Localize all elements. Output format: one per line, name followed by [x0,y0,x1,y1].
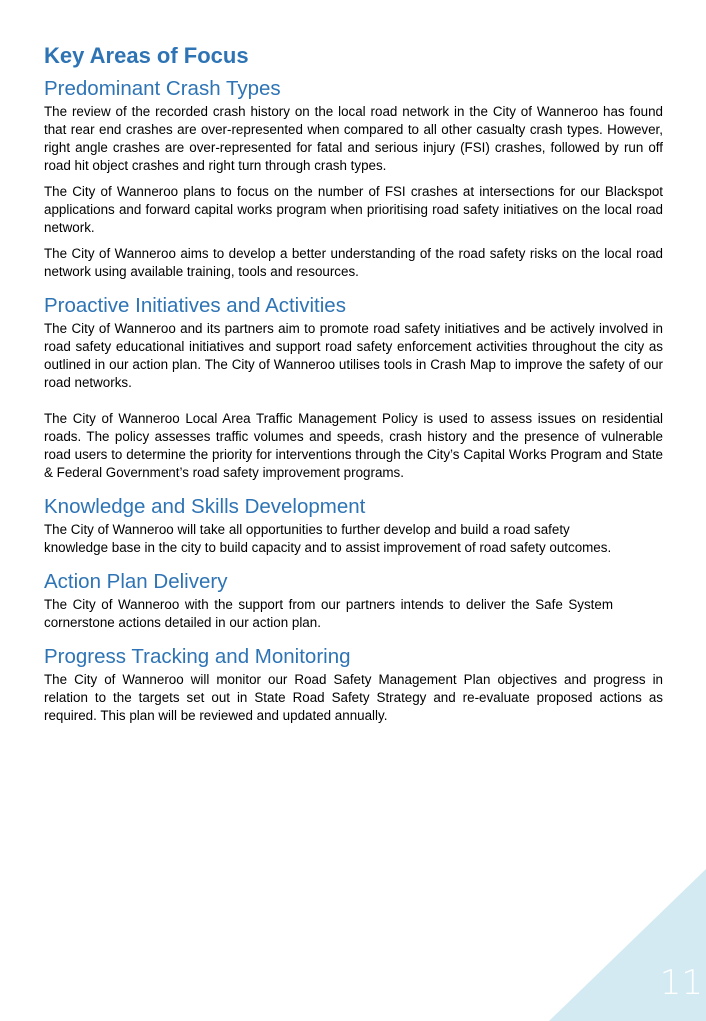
section-action-plan-delivery [44,571,663,632]
section-predominant-crash-types [44,78,663,281]
section-heading: Knowledge and Skills Development [44,495,366,518]
paragraph: The City of Wanneroo with the support from our partners intends to deliver the Safe System cornerstone actions detailed in our action plan. [44,597,613,630]
section-heading: Progress Tracking and Monitoring [44,645,351,668]
paragraph: The City of Wanneroo Local Area Traffic Management Policy is used to assess issues on residential roads. The policy assesses traffic volumes and speeds, crash history and the presence of vulnerable road users to determine the priority for interventions through the City’s Capital Works Program and State & Federal Government’s road safety improvement programs. [44,411,663,480]
section-knowledge-skills [44,496,663,557]
paragraph: The review of the recorded crash history on the local road network in the City of Wanneroo has found that rear end crashes are over-represented when compared to all other casualty crash types. However, right angle crashes are over-represented for fatal and serious injury (FSI) crashes, followed by run off road hit object crashes and right turn through crash types. [44,104,663,173]
page-title: Key Areas of Focus [44,43,249,68]
paragraph: The City of Wanneroo plans to focus on the number of FSI crashes at intersections for our Blackspot applications and forward capital works program when prioritising road safety initiatives on the local road network. [44,184,663,235]
section-proactive-initiatives [44,295,663,482]
paragraph: The City of Wanneroo aims to develop a better understanding of the road safety risks on the local road network using available training, tools and resources. [44,246,663,279]
section-progress-tracking [44,646,663,725]
paragraph: The City of Wanneroo will take all opportunities to further develop and build a road safety knowledge base in the city to build capacity and to assist improvement of road safety outcomes. [44,522,612,555]
section-heading: Action Plan Delivery [44,570,228,593]
page-number: 11 [659,963,703,1003]
paragraph: The City of Wanneroo will monitor our Road Safety Management Plan objectives and progress in relation to the targets set out in State Road Safety Strategy and re-evaluate proposed actions as required. This plan will be reviewed and updated annually. [44,672,663,723]
paragraph: The City of Wanneroo and its partners aim to promote road safety initiatives and be actively involved in road safety educational initiatives and support road safety enforcement activities throughout the city as outlined in our action plan. The City of Wanneroo utilises tools in Crash Map to improve the safety of our road networks. [44,321,663,390]
page-content [44,42,663,739]
section-heading: Proactive Initiatives and Activities [44,294,346,317]
section-heading: Predominant Crash Types [44,77,281,100]
